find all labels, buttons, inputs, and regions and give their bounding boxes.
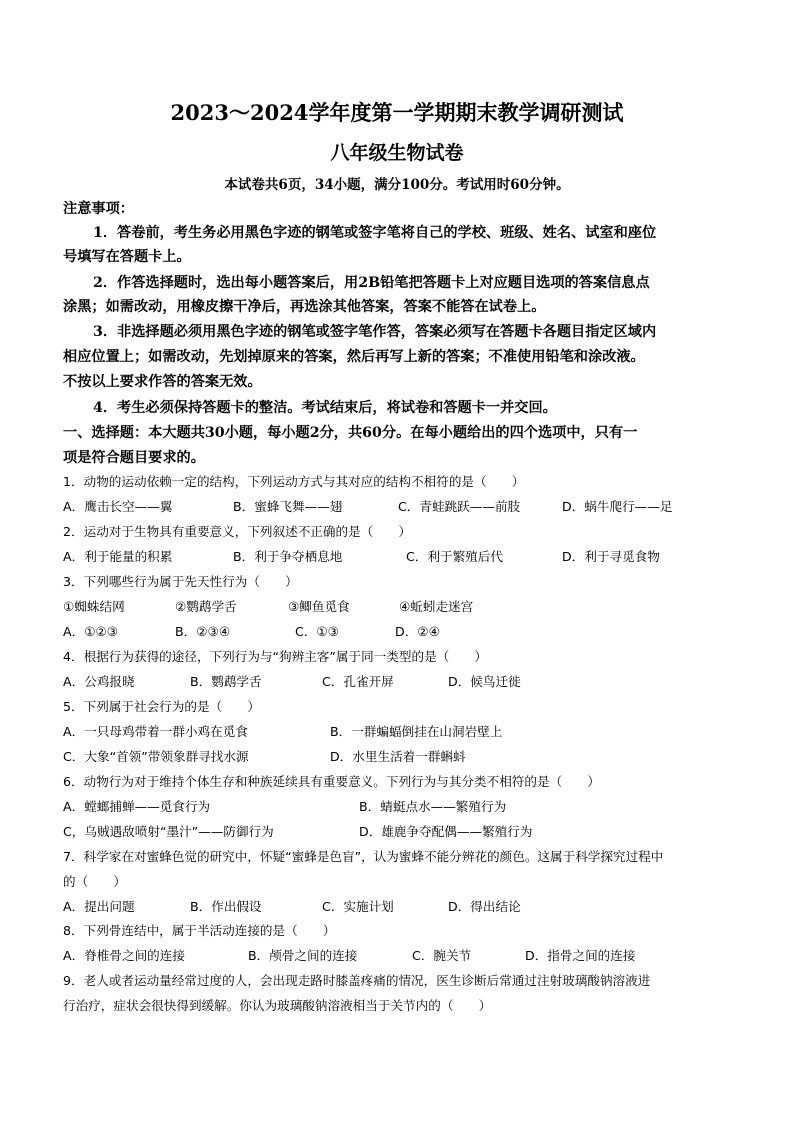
section-heading-line-1: 一、选择题：本大题共30小题，每小题2分，共60分。在每小题给出的四个选项中，只有一 xyxy=(63,425,638,441)
question-7-option-d: D．得出结论 xyxy=(448,899,521,914)
question-4-option-b: B．鹦鹉学舌 xyxy=(190,674,262,689)
question-5-option-b: B．一群蝙蝠倒挂在山洞岩壁上 xyxy=(330,724,503,739)
question-4-option-c: C．孔雀开屏 xyxy=(322,674,394,689)
question-7-stem-line-1: 7．科学家在对蜜蜂色觉的研究中，怀疑“蜜蜂是色盲”，认为蜜蜂不能分辨花的颜色。这属于科学探究过程中 xyxy=(63,849,664,864)
notice-item-3-line-1: 3．非选择题必须用黑色字迹的钢笔或签字笔作答，答案必须写在答题卡各题目指定区域内 xyxy=(93,324,657,340)
notice-item-1-line-2: 号填写在答题卡上。 xyxy=(63,249,191,265)
question-3-option-c: C．①③ xyxy=(295,624,339,639)
question-2-option-b: B．利于争夺栖息地 xyxy=(233,549,343,564)
question-1-stem: 1．动物的运动依赖一定的结构，下列运动方式与其对应的结构不相符的是（ ） xyxy=(63,474,525,489)
question-6-option-a: A．螳螂捕蝉——觅食行为 xyxy=(63,799,211,814)
notice-item-2-line-2: 涂黑；如需改动，用橡皮擦干净后，再选涂其他答案，答案不能答在试卷上。 xyxy=(63,299,546,315)
question-6-option-d: D．雄鹿争夺配偶——繁殖行为 xyxy=(359,824,533,839)
question-3-option-a: A．①②③ xyxy=(63,624,119,639)
question-6-stem: 6．动物行为对于维持个体生存和种族延续具有重要意义。下列行为与其分类不相符的是（ ） xyxy=(63,774,600,789)
question-1-option-c: C．青蛙跳跃——前肢 xyxy=(398,499,521,514)
question-5-option-c: C．大象“首领”带领象群寻找水源 xyxy=(63,749,249,764)
exam-subtitle: 八年级生物试卷 xyxy=(330,142,464,164)
question-7-option-b: B．作出假设 xyxy=(190,899,262,914)
question-1-option-a: A．鹰击长空——翼 xyxy=(63,499,173,514)
notice-heading: 注意事项： xyxy=(63,201,134,217)
notice-item-3-line-3: 不按以上要求作答的答案无效。 xyxy=(63,374,262,390)
question-4-option-a: A．公鸡报晓 xyxy=(63,674,135,689)
question-1-option-d: D．蜗牛爬行——足 xyxy=(562,499,673,514)
section-heading-line-2: 项是符合题目要求的。 xyxy=(63,450,205,466)
question-8-option-b: B．颅骨之间的连接 xyxy=(248,948,358,963)
notice-item-2-line-1: 2．作答选择题时，选出每小题答案后，用2B铅笔把答题卡上对应题目选项的答案信息点 xyxy=(93,275,650,291)
question-3-item-1: ①蜘蛛结网 xyxy=(63,599,125,614)
question-4-option-d: D．候鸟迁徙 xyxy=(448,674,521,689)
question-8-option-a: A．脊椎骨之间的连接 xyxy=(63,948,185,963)
question-3-item-4: ④蚯蚓走迷宫 xyxy=(399,599,474,614)
question-7-stem-line-2: 的（ ） xyxy=(63,874,126,889)
notice-item-1-line-1: 1．答卷前，考生务必用黑色字迹的钢笔或签字笔将自己的学校、班级、姓名、试室和座位 xyxy=(93,225,657,241)
question-3-item-2: ②鹦鹉学舌 xyxy=(175,599,237,614)
question-2-option-c: C．利于繁殖后代 xyxy=(406,549,503,564)
question-2-option-a: A．利于能量的积累 xyxy=(63,549,173,564)
question-3-item-3: ③鲫鱼觅食 xyxy=(288,599,350,614)
question-9-stem-line-2: 行治疗，症状会很快得到缓解。你认为玻璃酸钠溶液相当于关节内的（ ） xyxy=(63,998,492,1013)
notice-item-3-line-2: 相应位置上；如需改动，先划掉原来的答案，然后再写上新的答案；不准使用铅笔和涂改液。 xyxy=(63,349,645,365)
question-3-stem: 3．下列哪些行为属于先天性行为（ ） xyxy=(63,574,298,589)
question-6-option-b: B．蜻蜓点水——繁殖行为 xyxy=(359,799,507,814)
question-6-option-c: C，乌贼遇敌喷射“墨汁”——防御行为 xyxy=(63,824,274,839)
question-1-option-b: B．蜜蜂飞舞——翅 xyxy=(233,499,343,514)
question-8-stem: 8．下列骨连结中，属于半活动连接的是（ ） xyxy=(63,923,336,938)
question-5-option-a: A．一只母鸡带着一群小鸡在觅食 xyxy=(63,724,248,739)
question-2-option-d: D．利于寻觅食物 xyxy=(562,549,660,564)
question-5-stem: 5．下列属于社会行为的是（ ） xyxy=(63,699,260,714)
question-3-option-b: B．②③④ xyxy=(175,624,231,639)
question-4-stem: 4．根据行为获得的途径，下列行为与“狗辨主客”属于同一类型的是（ ） xyxy=(63,649,488,664)
question-2-stem: 2．运动对于生物具有重要意义，下列叙述不正确的是（ ） xyxy=(63,524,412,539)
notice-item-4: 4．考生必须保持答题卡的整洁。考试结束后，将试卷和答题卡一并交回。 xyxy=(93,400,557,416)
question-5-option-d: D．水里生活着一群蝌蚪 xyxy=(330,749,466,764)
question-8-option-c: C．腕关节 xyxy=(412,948,472,963)
question-8-option-d: D．指骨之间的连接 xyxy=(525,948,636,963)
question-7-option-c: C．实施计划 xyxy=(322,899,394,914)
exam-info: 本试卷共6页，34小题，满分100分。考试用时60分钟。 xyxy=(224,177,570,193)
question-9-stem-line-1: 9．老人或者运动量经常过度的人，会出现走路时膝盖疼痛的情况，医生诊断后常通过注射玻璃酸钠溶液进 xyxy=(63,973,651,988)
question-3-option-d: D．②④ xyxy=(395,624,440,639)
exam-title: 2023～2024学年度第一学期期末教学调研测试 xyxy=(170,100,624,125)
question-7-option-a: A．提出问题 xyxy=(63,899,135,914)
